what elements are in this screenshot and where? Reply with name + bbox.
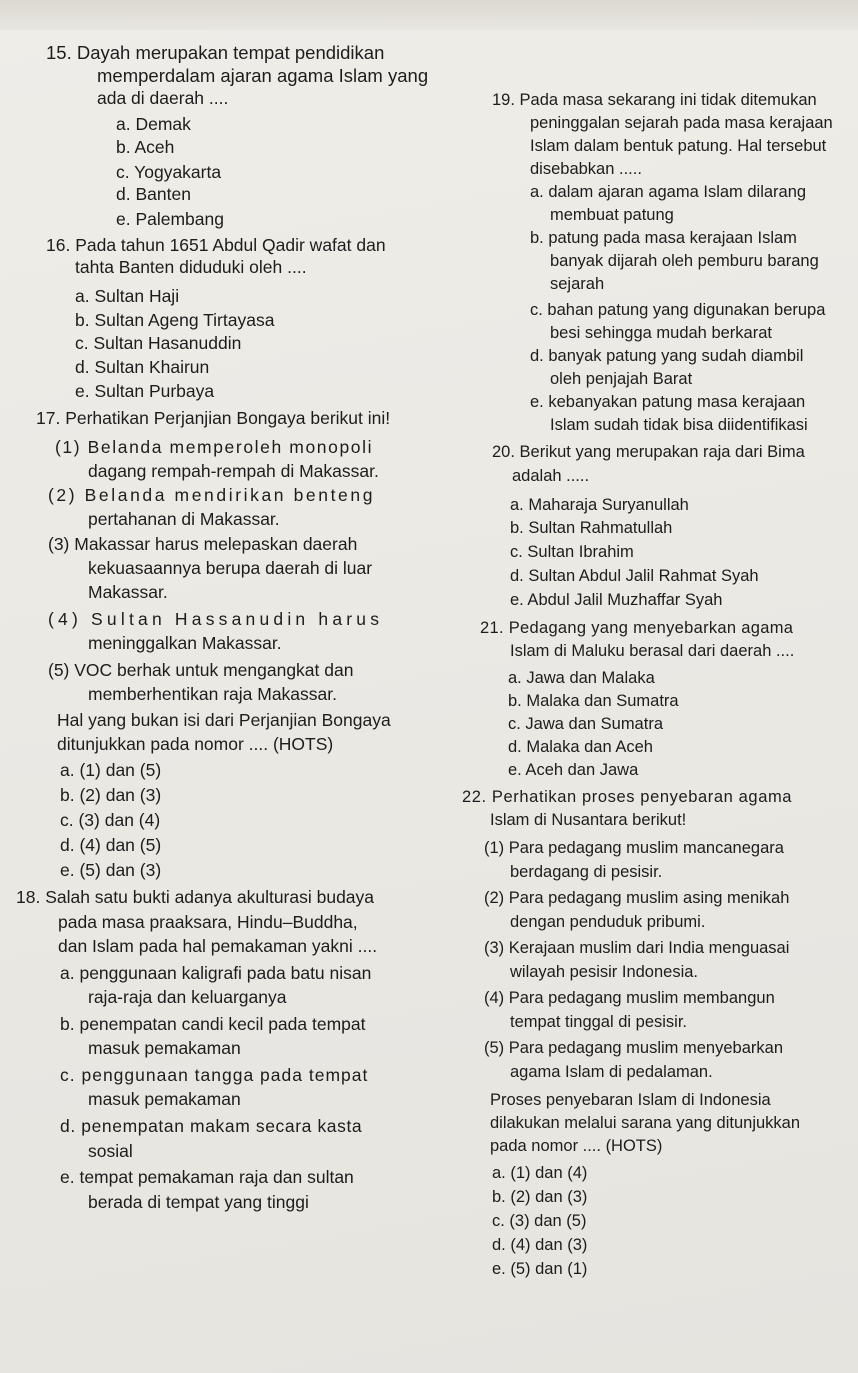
- question-16-option-d[interactable]: d. Sultan Khairun: [75, 357, 210, 377]
- question-17-item-1-line-1: (1) Belanda memperoleh monopoli: [55, 437, 374, 457]
- question-20-option-c[interactable]: c. Sultan Ibrahim: [510, 543, 634, 561]
- question-22-question-line-3: pada nomor .... (HOTS): [490, 1137, 663, 1155]
- question-17-item-2-line-2: pertahanan di Makassar.: [88, 509, 280, 529]
- question-17-question-line-1: Hal yang bukan isi dari Perjanjian Bongaya: [57, 710, 391, 730]
- question-19-stem-line-1: 19. Pada masa sekarang ini tidak ditemukan: [492, 91, 817, 109]
- question-21-option-b[interactable]: b. Malaka dan Sumatra: [508, 692, 679, 710]
- question-19-option-d-line-2[interactable]: oleh penjajah Barat: [550, 370, 693, 388]
- question-15-stem-line-2: memperdalam ajaran agama Islam yang: [97, 65, 429, 86]
- question-22-item-4-line-1: (4) Para pedagang muslim membangun: [484, 989, 775, 1007]
- question-17-item-5-line-2: memberhentikan raja Makassar.: [88, 684, 337, 704]
- question-17-item-3-line-2: kekuasaannya berupa daerah di luar: [88, 558, 373, 578]
- question-19-option-c-line-1[interactable]: c. bahan patung yang digunakan berupa: [530, 301, 826, 319]
- question-22-item-3-line-1: (3) Kerajaan muslim dari India menguasai: [484, 939, 790, 957]
- question-18-option-c-line-1[interactable]: c. penggunaan tangga pada tempat: [60, 1065, 369, 1085]
- question-19-option-d-line-1[interactable]: d. banyak patung yang sudah diambil: [530, 347, 804, 365]
- question-16-stem-line-2: tahta Banten diduduki oleh ....: [75, 257, 307, 277]
- question-22-item-2-line-1: (2) Para pedagang muslim asing menikah: [484, 889, 790, 907]
- question-21-stem-line-1: 21. Pedagang yang menyebarkan agama: [480, 619, 794, 637]
- question-18-stem-line-1: 18. Salah satu bukti adanya akulturasi budaya: [16, 887, 375, 907]
- question-17-option-b[interactable]: b. (2) dan (3): [60, 785, 162, 805]
- question-18-option-e-line-2[interactable]: berada di tempat yang tinggi: [88, 1192, 309, 1212]
- question-17-option-d[interactable]: d. (4) dan (5): [60, 835, 162, 855]
- question-18-option-a-line-1[interactable]: a. penggunaan kaligrafi pada batu nisan: [60, 963, 372, 983]
- question-19-stem-line-3: Islam dalam bentuk patung. Hal tersebut: [530, 137, 827, 155]
- question-22-item-5-line-2: agama Islam di pedalaman.: [510, 1063, 713, 1081]
- question-17-option-c[interactable]: c. (3) dan (4): [60, 810, 161, 830]
- question-18-option-e-line-1[interactable]: e. tempat pemakaman raja dan sultan: [60, 1167, 354, 1187]
- question-17-item-4-line-1: (4) Sultan Hassanudin harus: [48, 609, 384, 629]
- question-20-stem-line-1: 20. Berikut yang merupakan raja dari Bima: [492, 443, 805, 461]
- question-21-option-d[interactable]: d. Malaka dan Aceh: [508, 738, 653, 756]
- question-22-option-d[interactable]: d. (4) dan (3): [492, 1236, 588, 1254]
- question-15-option-e[interactable]: e. Palembang: [116, 209, 224, 229]
- question-20-option-e[interactable]: e. Abdul Jalil Muzhaffar Syah: [510, 591, 723, 609]
- question-19-option-a-line-1[interactable]: a. dalam ajaran agama Islam dilarang: [530, 183, 807, 201]
- question-20-option-b[interactable]: b. Sultan Rahmatullah: [510, 519, 673, 537]
- question-18-option-b-line-1[interactable]: b. penempatan candi kecil pada tempat: [60, 1014, 366, 1034]
- question-17-stem: 17. Perhatikan Perjanjian Bongaya berikut ini!: [36, 408, 391, 428]
- question-18-option-a-line-2[interactable]: raja-raja dan keluarganya: [88, 987, 287, 1007]
- question-22-question-line-1: Proses penyebaran Islam di Indonesia: [490, 1091, 771, 1109]
- question-16-stem-line-1: 16. Pada tahun 1651 Abdul Qadir wafat dan: [46, 235, 386, 255]
- question-22-option-b[interactable]: b. (2) dan (3): [492, 1188, 588, 1206]
- question-21-option-a[interactable]: a. Jawa dan Malaka: [508, 669, 655, 687]
- question-17-item-5-line-1: (5) VOC berhak untuk mengangkat dan: [48, 660, 354, 680]
- question-17-item-2-line-1: (2) Belanda mendirikan benteng: [48, 485, 376, 505]
- question-17-item-3-line-1: (3) Makassar harus melepaskan daerah: [48, 534, 358, 554]
- question-17-option-a[interactable]: a. (1) dan (5): [60, 760, 162, 780]
- question-19-option-b-line-1[interactable]: b. patung pada masa kerajaan Islam: [530, 229, 797, 247]
- question-15-stem-line-1: 15. Dayah merupakan tempat pendidikan: [46, 42, 385, 63]
- question-17-option-e[interactable]: e. (5) dan (3): [60, 860, 162, 880]
- question-22-stem-line-1: 22. Perhatikan proses penyebaran agama: [462, 788, 793, 806]
- question-21-option-e[interactable]: e. Aceh dan Jawa: [508, 761, 639, 779]
- question-15-option-b[interactable]: b. Aceh: [116, 137, 175, 157]
- question-17-item-4-line-2: meninggalkan Makassar.: [88, 633, 282, 653]
- question-21-stem-line-2: Islam di Maluku berasal dari daerah ....: [510, 642, 795, 660]
- question-15-stem-line-3: ada di daerah ....: [97, 88, 229, 108]
- question-16-option-b[interactable]: b. Sultan Ageng Tirtayasa: [75, 310, 275, 330]
- question-18-stem-line-2: pada masa praaksara, Hindu–Buddha,: [58, 912, 358, 932]
- question-18-option-d-line-2[interactable]: sosial: [88, 1141, 133, 1161]
- question-15-option-c[interactable]: c. Yogyakarta: [116, 162, 222, 182]
- question-20-option-a[interactable]: a. Maharaja Suryanullah: [510, 496, 689, 514]
- question-22-option-a[interactable]: a. (1) dan (4): [492, 1164, 588, 1182]
- question-22-item-4-line-2: tempat tinggal di pesisir.: [510, 1013, 688, 1031]
- question-22-item-2-line-2: dengan penduduk pribumi.: [510, 913, 706, 931]
- question-22-option-e[interactable]: e. (5) dan (1): [492, 1260, 588, 1278]
- question-15-option-a[interactable]: a. Demak: [116, 114, 191, 134]
- question-20-option-d[interactable]: d. Sultan Abdul Jalil Rahmat Syah: [510, 567, 759, 585]
- question-22-item-3-line-2: wilayah pesisir Indonesia.: [510, 963, 699, 981]
- question-16-option-c[interactable]: c. Sultan Hasanuddin: [75, 333, 242, 353]
- question-22-stem-line-2: Islam di Nusantara berikut!: [490, 811, 687, 829]
- question-18-stem-line-3: dan Islam pada hal pemakaman yakni ....: [58, 936, 378, 956]
- question-22-item-1-line-2: berdagang di pesisir.: [510, 863, 663, 881]
- question-18-option-b-line-2[interactable]: masuk pemakaman: [88, 1038, 241, 1058]
- question-19-option-e-line-2[interactable]: Islam sudah tidak bisa diidentifikasi: [550, 416, 808, 434]
- question-18-option-c-line-2[interactable]: masuk pemakaman: [88, 1089, 241, 1109]
- question-15-option-d[interactable]: d. Banten: [116, 184, 191, 204]
- page-top-strip: [0, 0, 858, 30]
- question-16-option-a[interactable]: a. Sultan Haji: [75, 286, 180, 306]
- question-21-option-c[interactable]: c. Jawa dan Sumatra: [508, 715, 663, 733]
- question-17-item-3-line-3: Makassar.: [88, 582, 168, 602]
- question-19-option-b-line-3[interactable]: sejarah: [550, 275, 605, 293]
- question-16-option-e[interactable]: e. Sultan Purbaya: [75, 381, 215, 401]
- question-17-question-line-2: ditunjukkan pada nomor .... (HOTS): [57, 734, 334, 754]
- question-22-item-1-line-1: (1) Para pedagang muslim mancanegara: [484, 839, 784, 857]
- question-22-item-5-line-1: (5) Para pedagang muslim menyebarkan: [484, 1039, 783, 1057]
- question-22-option-c[interactable]: c. (3) dan (5): [492, 1212, 587, 1230]
- question-19-stem-line-4: disebabkan .....: [530, 160, 642, 178]
- question-19-option-b-line-2[interactable]: banyak dijarah oleh pemburu barang: [550, 252, 819, 270]
- question-20-stem-line-2: adalah .....: [512, 467, 590, 485]
- question-19-stem-line-2: peninggalan sejarah pada masa kerajaan: [530, 114, 833, 132]
- question-19-option-c-line-2[interactable]: besi sehingga mudah berkarat: [550, 324, 772, 342]
- question-19-option-e-line-1[interactable]: e. kebanyakan patung masa kerajaan: [530, 393, 806, 411]
- question-19-option-a-line-2[interactable]: membuat patung: [550, 206, 674, 224]
- question-22-question-line-2: dilakukan melalui sarana yang ditunjukkan: [490, 1114, 801, 1132]
- question-18-option-d-line-1[interactable]: d. penempatan makam secara kasta: [60, 1116, 363, 1136]
- question-17-item-1-line-2: dagang rempah-rempah di Makassar.: [88, 461, 379, 481]
